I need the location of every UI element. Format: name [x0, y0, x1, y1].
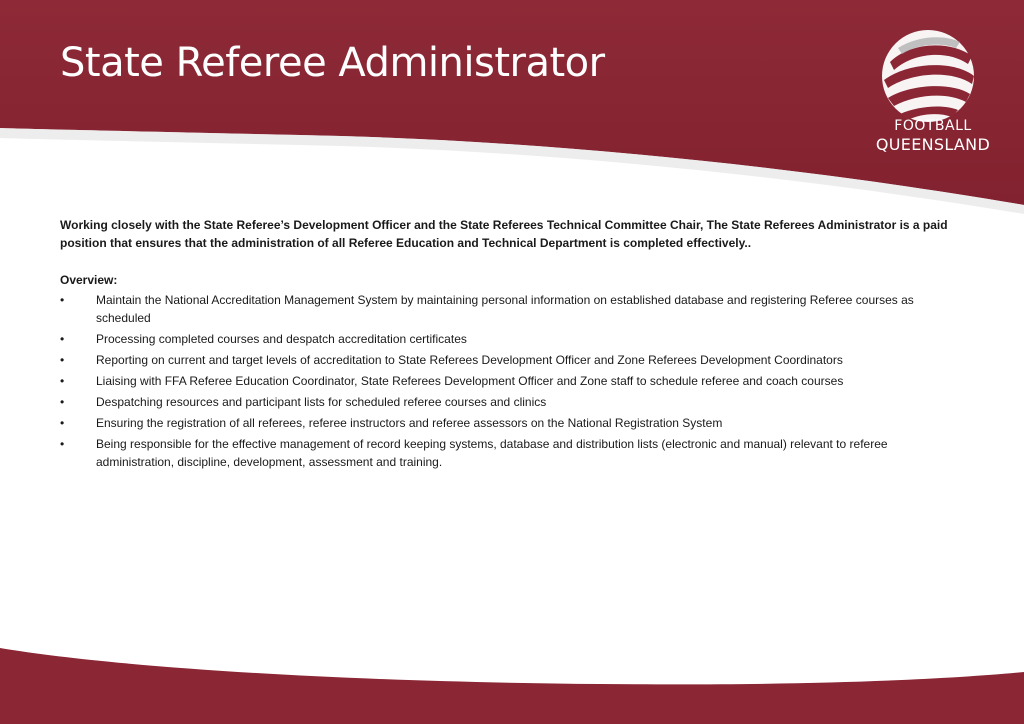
page-title: State Referee Administrator — [60, 40, 605, 86]
bullet-icon: • — [60, 293, 65, 307]
bullet-icon: • — [60, 332, 65, 346]
list-item — [60, 414, 965, 432]
intro-paragraph: Working closely with the State Referee’s Development Officer and the State Referees Technical Committee Chair, The State Referees Administrator is a paid position that ensures that the administration of all Referee Education and Technical Department is completed effectively.. — [60, 218, 948, 250]
list-item-text: Ensuring the registration of all referees, referee instructors and referee assessors on the National Registration System — [96, 416, 723, 430]
footer-band — [0, 648, 1024, 724]
list-item — [60, 435, 965, 471]
bullet-icon: • — [60, 374, 65, 388]
list-item-text: Being responsible for the effective management of record keeping systems, database and distribution lists (electronic and manual) relevant to referee administration, discipline, development, assessment and training. — [96, 437, 888, 469]
list-item-text: Despatching resources and participant lists for scheduled referee courses and clinics — [96, 395, 547, 409]
list-item-text: Reporting on current and target levels of accreditation to State Referees Development Officer and Zone Referees Development Coordinators — [96, 353, 843, 367]
bullet-icon: • — [60, 395, 65, 409]
list-item — [60, 330, 965, 348]
list-item-text: Liaising with FFA Referee Education Coordinator, State Referees Development Officer and Zone staff to schedule referee and coach courses — [96, 374, 844, 388]
list-item-text: Processing completed courses and despatch accreditation certificates — [96, 332, 467, 346]
list-item — [60, 351, 965, 369]
bullet-icon: • — [60, 416, 65, 430]
list-item-text: Maintain the National Accreditation Management System by maintaining personal information on established database and registering Referee courses as scheduled — [96, 293, 914, 325]
logo-text-queensland: QUEENSLAND — [875, 135, 991, 154]
logo-text-football: FOOTBALL — [894, 118, 972, 134]
bullet-icon: • — [60, 437, 65, 451]
slide-content — [60, 216, 965, 474]
list-item — [60, 372, 965, 390]
overview-heading: Overview: — [60, 273, 118, 287]
list-item — [60, 291, 965, 327]
bullet-icon: • — [60, 353, 65, 367]
list-item — [60, 393, 965, 411]
overview-list — [60, 291, 965, 471]
